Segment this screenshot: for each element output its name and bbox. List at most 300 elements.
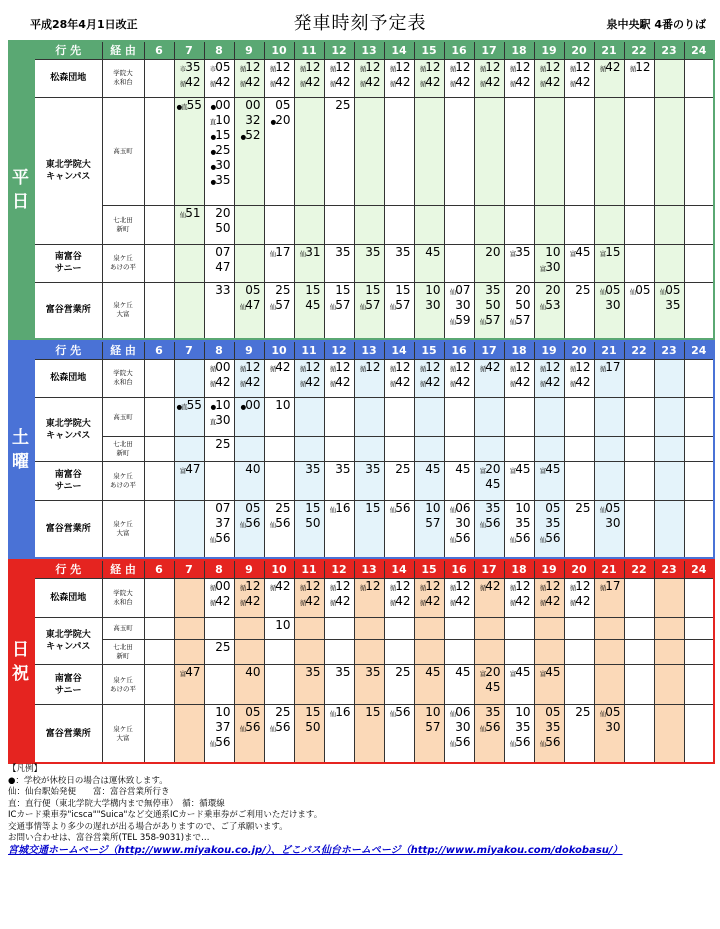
- departure-minute: 42: [335, 74, 351, 89]
- hour-cell: [144, 437, 174, 462]
- hour-header: 18: [504, 341, 534, 359]
- hour-header: 6: [144, 560, 174, 578]
- departure: [267, 619, 291, 634]
- hour-cell: [234, 437, 264, 462]
- hour-cell: [324, 437, 354, 462]
- hour-header: 6: [144, 341, 174, 359]
- hour-cell: [684, 398, 714, 437]
- hour-cell: [234, 59, 264, 97]
- departure-minute: 15: [215, 127, 231, 142]
- destination: 松森団地: [34, 59, 102, 97]
- departure: [417, 299, 441, 314]
- hour-cell: [354, 359, 384, 398]
- departure-minute: 12: [455, 59, 471, 74]
- destination: 東北学院大 キャンパス: [34, 97, 102, 244]
- departure: [327, 246, 351, 261]
- departure-mark: 循: [449, 583, 456, 592]
- departure-minute: 56: [545, 735, 561, 750]
- hour-cell: [414, 282, 444, 339]
- hour-cell: [654, 618, 684, 640]
- departure-mark: 循: [539, 379, 546, 388]
- departure-mark: 循: [629, 64, 636, 73]
- departure-minute: 12: [545, 578, 561, 593]
- departure-mark: 循: [269, 64, 276, 73]
- hour-cell: [354, 244, 384, 282]
- destination: 富谷営業所: [34, 705, 102, 763]
- hour-header: 11: [294, 341, 324, 359]
- departure-mark: 仙: [479, 725, 486, 734]
- destination: 東北学院大 キャンパス: [34, 618, 102, 665]
- departure-minute: 25: [215, 437, 231, 452]
- departure-minute: 10: [425, 705, 441, 720]
- hour-cell: [474, 282, 504, 339]
- departure: [207, 595, 231, 610]
- departure-mark: 富: [179, 467, 186, 476]
- hour-cell: [294, 618, 324, 640]
- hour-cell: [174, 398, 204, 437]
- departure: [597, 517, 621, 532]
- route-via: 高玉町: [102, 398, 144, 437]
- departure-mark: 仙: [389, 710, 396, 719]
- table-row: [34, 705, 714, 763]
- departure: [387, 284, 411, 299]
- departure: [507, 502, 531, 517]
- departure: [237, 706, 261, 721]
- hour-cell: [534, 578, 564, 618]
- departure: [657, 299, 681, 314]
- hour-cell: [594, 705, 624, 763]
- departure: [567, 246, 591, 261]
- departure-minute: 30: [605, 516, 621, 531]
- departure-minute: 33: [215, 282, 231, 297]
- departure-mark: 仙: [509, 740, 516, 749]
- departure: [237, 595, 261, 610]
- hour-cell: [414, 359, 444, 398]
- hour-cell: [474, 97, 504, 205]
- departure: [447, 463, 471, 478]
- day-type-char: 平: [12, 168, 29, 188]
- hour-cell: [324, 282, 354, 339]
- departure-minute: 12: [455, 359, 471, 374]
- departure-minute: 35: [515, 244, 531, 259]
- departure-minute: 12: [335, 359, 351, 374]
- departure-minute: 45: [575, 244, 591, 259]
- departure: [477, 284, 501, 299]
- departure: [207, 399, 231, 414]
- departure: [507, 61, 531, 76]
- departure-minute: 17: [605, 578, 621, 593]
- hour-cell: [444, 639, 474, 664]
- departure-minute: 07: [215, 244, 231, 259]
- departure-minute: 25: [275, 705, 291, 720]
- hour-cell: [324, 244, 354, 282]
- departure-mark: 循: [449, 364, 456, 373]
- departure: [417, 76, 441, 91]
- departure: [597, 299, 621, 314]
- hour-header: 22: [624, 341, 654, 359]
- hour-cell: [684, 501, 714, 558]
- hour-cell: [174, 501, 204, 558]
- departure: [207, 207, 231, 222]
- departure: [357, 706, 381, 721]
- hour-cell: [264, 437, 294, 462]
- hour-cell: [234, 462, 264, 501]
- hour-cell: [624, 462, 654, 501]
- departure-minute: 35: [365, 665, 381, 680]
- departure: [507, 666, 531, 681]
- weekday-section: [8, 40, 713, 340]
- departure-minute: 53: [545, 297, 561, 312]
- hour-cell: [534, 59, 564, 97]
- departure-minute: 12: [335, 578, 351, 593]
- hour-cell: [384, 97, 414, 205]
- hour-cell: [594, 501, 624, 558]
- departure-minute: 05: [545, 705, 561, 720]
- hour-cell: [564, 578, 594, 618]
- departure: [477, 666, 501, 681]
- departure-mark: 循: [209, 379, 216, 388]
- departure-mark: 富: [509, 249, 516, 258]
- departure-minute: 07: [455, 282, 471, 297]
- hour-cell: [684, 639, 714, 664]
- departure-minute: 07: [215, 501, 231, 516]
- legend-line: ●：学校が休校日の場合は運休致します。: [8, 775, 168, 786]
- departure-mark: ●: [240, 132, 246, 141]
- departure: [237, 376, 261, 391]
- departure: [267, 361, 291, 376]
- departure-minute: 51: [185, 206, 201, 221]
- departure-mark: 循: [479, 64, 486, 73]
- departure-mark: 循: [509, 583, 516, 592]
- departure: [297, 246, 321, 261]
- departure: [447, 517, 471, 532]
- departure: [207, 76, 231, 91]
- hour-cell: [414, 578, 444, 618]
- departure-mark: 富: [509, 670, 516, 679]
- departure-minute: 06: [455, 501, 471, 516]
- departure: [537, 261, 561, 276]
- day-type-char: 祝: [12, 663, 29, 684]
- departure: [267, 517, 291, 532]
- hour-cell: [474, 501, 504, 558]
- hour-cell: [174, 59, 204, 97]
- destination: 東北学院大 キャンパス: [34, 398, 102, 462]
- day-type-char: 日: [12, 639, 29, 660]
- departure: [537, 595, 561, 610]
- legend-line: お問い合わせは、富谷営業所(TEL 358-9031)まで…: [8, 833, 210, 843]
- saturday-section: [8, 340, 713, 559]
- departure: [447, 736, 471, 751]
- departure: [267, 284, 291, 299]
- departure-mark: 循: [449, 379, 456, 388]
- departure-minute: 25: [575, 705, 591, 720]
- departure-minute: 35: [215, 172, 231, 187]
- hour-cell: [654, 665, 684, 705]
- departure: [207, 159, 231, 174]
- departure-minute: 56: [245, 516, 261, 531]
- departure: [477, 681, 501, 696]
- departure: [447, 666, 471, 681]
- hour-cell: [264, 639, 294, 664]
- destination: 富谷営業所: [34, 501, 102, 558]
- departure: [327, 99, 351, 114]
- hour-cell: [534, 618, 564, 640]
- hour-cell: [444, 206, 474, 244]
- hour-cell: [294, 639, 324, 664]
- departure: [597, 721, 621, 736]
- hour-cell: [534, 206, 564, 244]
- departure-minute: 15: [365, 501, 381, 516]
- homepage-link[interactable]: 宮城交通ホームページ（http://www.miyakou.co.jp/）、どこバス仙台ホームページ（http://www.miyakou.com/dokobasu/）: [8, 844, 623, 856]
- hour-header: 21: [594, 560, 624, 578]
- departure-mark: 循: [479, 364, 486, 373]
- departure-minute: 35: [365, 244, 381, 259]
- departure: [447, 721, 471, 736]
- departure-mark: 仙: [539, 302, 546, 311]
- hour-cell: [354, 206, 384, 244]
- departure-minute: 12: [245, 578, 261, 593]
- table-row: [34, 206, 714, 244]
- departure-minute: 42: [365, 74, 381, 89]
- hour-header: 17: [474, 341, 504, 359]
- departure-minute: 35: [365, 462, 381, 477]
- hour-cell: [684, 59, 714, 97]
- departure: [387, 299, 411, 314]
- hour-cell: [354, 578, 384, 618]
- hour-cell: [294, 206, 324, 244]
- hour-header: 14: [384, 341, 414, 359]
- departure-minute: 42: [575, 374, 591, 389]
- departure-minute: 12: [485, 59, 501, 74]
- departure: [387, 580, 411, 595]
- departure-minute: 12: [425, 578, 441, 593]
- departure-minute: 05: [275, 97, 291, 112]
- departure-mark: 循: [269, 583, 276, 592]
- hour-header: 10: [264, 341, 294, 359]
- hour-cell: [204, 437, 234, 462]
- departure-mark: 循: [209, 598, 216, 607]
- departure-minute: 35: [485, 705, 501, 720]
- departure: [207, 502, 231, 517]
- departure-minute: 00: [215, 578, 231, 593]
- hour-cell: [204, 705, 234, 763]
- hour-cell: [504, 501, 534, 558]
- departure-mark: 富: [539, 264, 546, 273]
- departure-minute: 56: [515, 531, 531, 546]
- hour-cell: [174, 639, 204, 664]
- hour-cell: [204, 282, 234, 339]
- departure-mark: 富: [599, 249, 606, 258]
- hour-cell: [564, 705, 594, 763]
- departure-mark: 仙: [389, 506, 396, 515]
- departure-minute: 42: [425, 593, 441, 608]
- departure: [447, 61, 471, 76]
- departure-mark: 仙: [599, 710, 606, 719]
- departure-minute: 12: [425, 359, 441, 374]
- departure: [207, 721, 231, 736]
- departure-minute: 42: [425, 74, 441, 89]
- destination: 松森団地: [34, 359, 102, 398]
- departure-minute: 15: [395, 282, 411, 297]
- departure: [357, 61, 381, 76]
- departure-mark: 仙: [449, 287, 456, 296]
- hour-header: 23: [654, 560, 684, 578]
- departure-mark: 仙: [359, 302, 366, 311]
- departure-mark: ●: [210, 177, 216, 186]
- day-type-label: [8, 559, 33, 764]
- departure: [507, 314, 531, 329]
- hour-cell: [564, 462, 594, 501]
- hour-cell: [324, 59, 354, 97]
- hour-cell: [474, 705, 504, 763]
- departure-minute: 42: [515, 74, 531, 89]
- hour-cell: [384, 462, 414, 501]
- table-row: [34, 398, 714, 437]
- hour-cell: [564, 97, 594, 205]
- table-row: [34, 244, 714, 282]
- hour-cell: [174, 206, 204, 244]
- destination: 富谷営業所: [34, 282, 102, 339]
- hour-header: 13: [354, 341, 384, 359]
- departure-mark: 循: [329, 598, 336, 607]
- departure-minute: 42: [335, 374, 351, 389]
- hour-cell: [204, 244, 234, 282]
- departure-mark: 循: [569, 583, 576, 592]
- departure-minute: 30: [545, 259, 561, 274]
- departure-minute: 45: [455, 665, 471, 680]
- hour-header: 20: [564, 41, 594, 59]
- departure: [327, 595, 351, 610]
- departure: [177, 99, 201, 114]
- departure-mark: 市: [209, 64, 216, 73]
- hour-cell: [654, 398, 684, 437]
- departure-mark: 循: [539, 364, 546, 373]
- hour-header: 18: [504, 560, 534, 578]
- departure-minute: 57: [485, 312, 501, 327]
- hour-cell: [264, 705, 294, 763]
- hour-cell: [594, 398, 624, 437]
- departure: [417, 61, 441, 76]
- departure: [417, 463, 441, 478]
- departure-mark: 富: [479, 670, 486, 679]
- departure-minute: 30: [455, 516, 471, 531]
- hour-cell: [564, 59, 594, 97]
- destination: 南富谷 サニー: [34, 244, 102, 282]
- hour-cell: [444, 578, 474, 618]
- departure: [537, 361, 561, 376]
- departure-minute: 42: [245, 593, 261, 608]
- hour-cell: [504, 437, 534, 462]
- hour-cell: [594, 359, 624, 398]
- departure-mark: 循: [239, 79, 246, 88]
- hour-cell: [594, 206, 624, 244]
- legend-line: ICカード乗車券"icsca""Suica"など交通系ICカード乗車券がご利用いただけます。: [8, 810, 323, 820]
- departure: [537, 517, 561, 532]
- hour-cell: [144, 206, 174, 244]
- hour-cell: [414, 501, 444, 558]
- hour-header: 19: [534, 41, 564, 59]
- hour-header: 15: [414, 560, 444, 578]
- route-via: 七北田 新町: [102, 437, 144, 462]
- hour-cell: [234, 639, 264, 664]
- departure: [177, 399, 201, 414]
- departure-minute: 20: [275, 112, 291, 127]
- departure: [357, 246, 381, 261]
- departure-mark: 循: [569, 364, 576, 373]
- hour-cell: [534, 97, 564, 205]
- hour-cell: [504, 705, 534, 763]
- hour-cell: [444, 437, 474, 462]
- hour-header: 14: [384, 41, 414, 59]
- departure-minute: 56: [275, 720, 291, 735]
- departure-minute: 10: [215, 705, 231, 720]
- departure-minute: 57: [425, 516, 441, 531]
- departure-mark: 循: [419, 364, 426, 373]
- departure: [177, 61, 201, 76]
- departure-minute: 12: [515, 359, 531, 374]
- hour-cell: [504, 618, 534, 640]
- departure-minute: 42: [455, 74, 471, 89]
- hour-cell: [324, 462, 354, 501]
- departure: [177, 666, 201, 681]
- departure-minute: 35: [515, 516, 531, 531]
- departure-minute: 42: [545, 374, 561, 389]
- hour-cell: [684, 359, 714, 398]
- hour-cell: [174, 618, 204, 640]
- header-row: [34, 560, 714, 578]
- hour-cell: [684, 578, 714, 618]
- hour-cell: [504, 578, 534, 618]
- via-header: 経 由: [102, 560, 144, 578]
- departure-mark: 循: [389, 364, 396, 373]
- hour-header: 12: [324, 560, 354, 578]
- departure-minute: 50: [515, 297, 531, 312]
- hour-cell: [534, 705, 564, 763]
- departure-minute: 45: [425, 462, 441, 477]
- departure: [327, 376, 351, 391]
- hour-cell: [144, 578, 174, 618]
- departure: [597, 361, 621, 376]
- departure-minute: 35: [545, 720, 561, 735]
- departure-minute: 42: [215, 74, 231, 89]
- departure: [567, 706, 591, 721]
- departure-minute: 35: [485, 501, 501, 516]
- dest-header: 行 先: [34, 560, 102, 578]
- hour-cell: [204, 206, 234, 244]
- departure-mark: 仙: [329, 710, 336, 719]
- departure-mark: 仙: [269, 302, 276, 311]
- departure-mark: 循: [209, 79, 216, 88]
- departure: [297, 502, 321, 517]
- departure-mark: 循: [329, 379, 336, 388]
- departure-mark: ●: [210, 102, 216, 111]
- hour-cell: [234, 501, 264, 558]
- hour-header: 19: [534, 560, 564, 578]
- hour-cell: [564, 437, 594, 462]
- departure-minute: 10: [545, 244, 561, 259]
- hour-cell: [414, 462, 444, 501]
- hour-cell: [144, 244, 174, 282]
- departure-minute: 10: [275, 398, 291, 413]
- dest-header: 行 先: [34, 341, 102, 359]
- departure: [567, 502, 591, 517]
- departure-minute: 10: [515, 501, 531, 516]
- hour-cell: [594, 462, 624, 501]
- hour-cell: [264, 501, 294, 558]
- departure-minute: 12: [575, 59, 591, 74]
- departure-mark: 富: [539, 670, 546, 679]
- hour-cell: [354, 398, 384, 437]
